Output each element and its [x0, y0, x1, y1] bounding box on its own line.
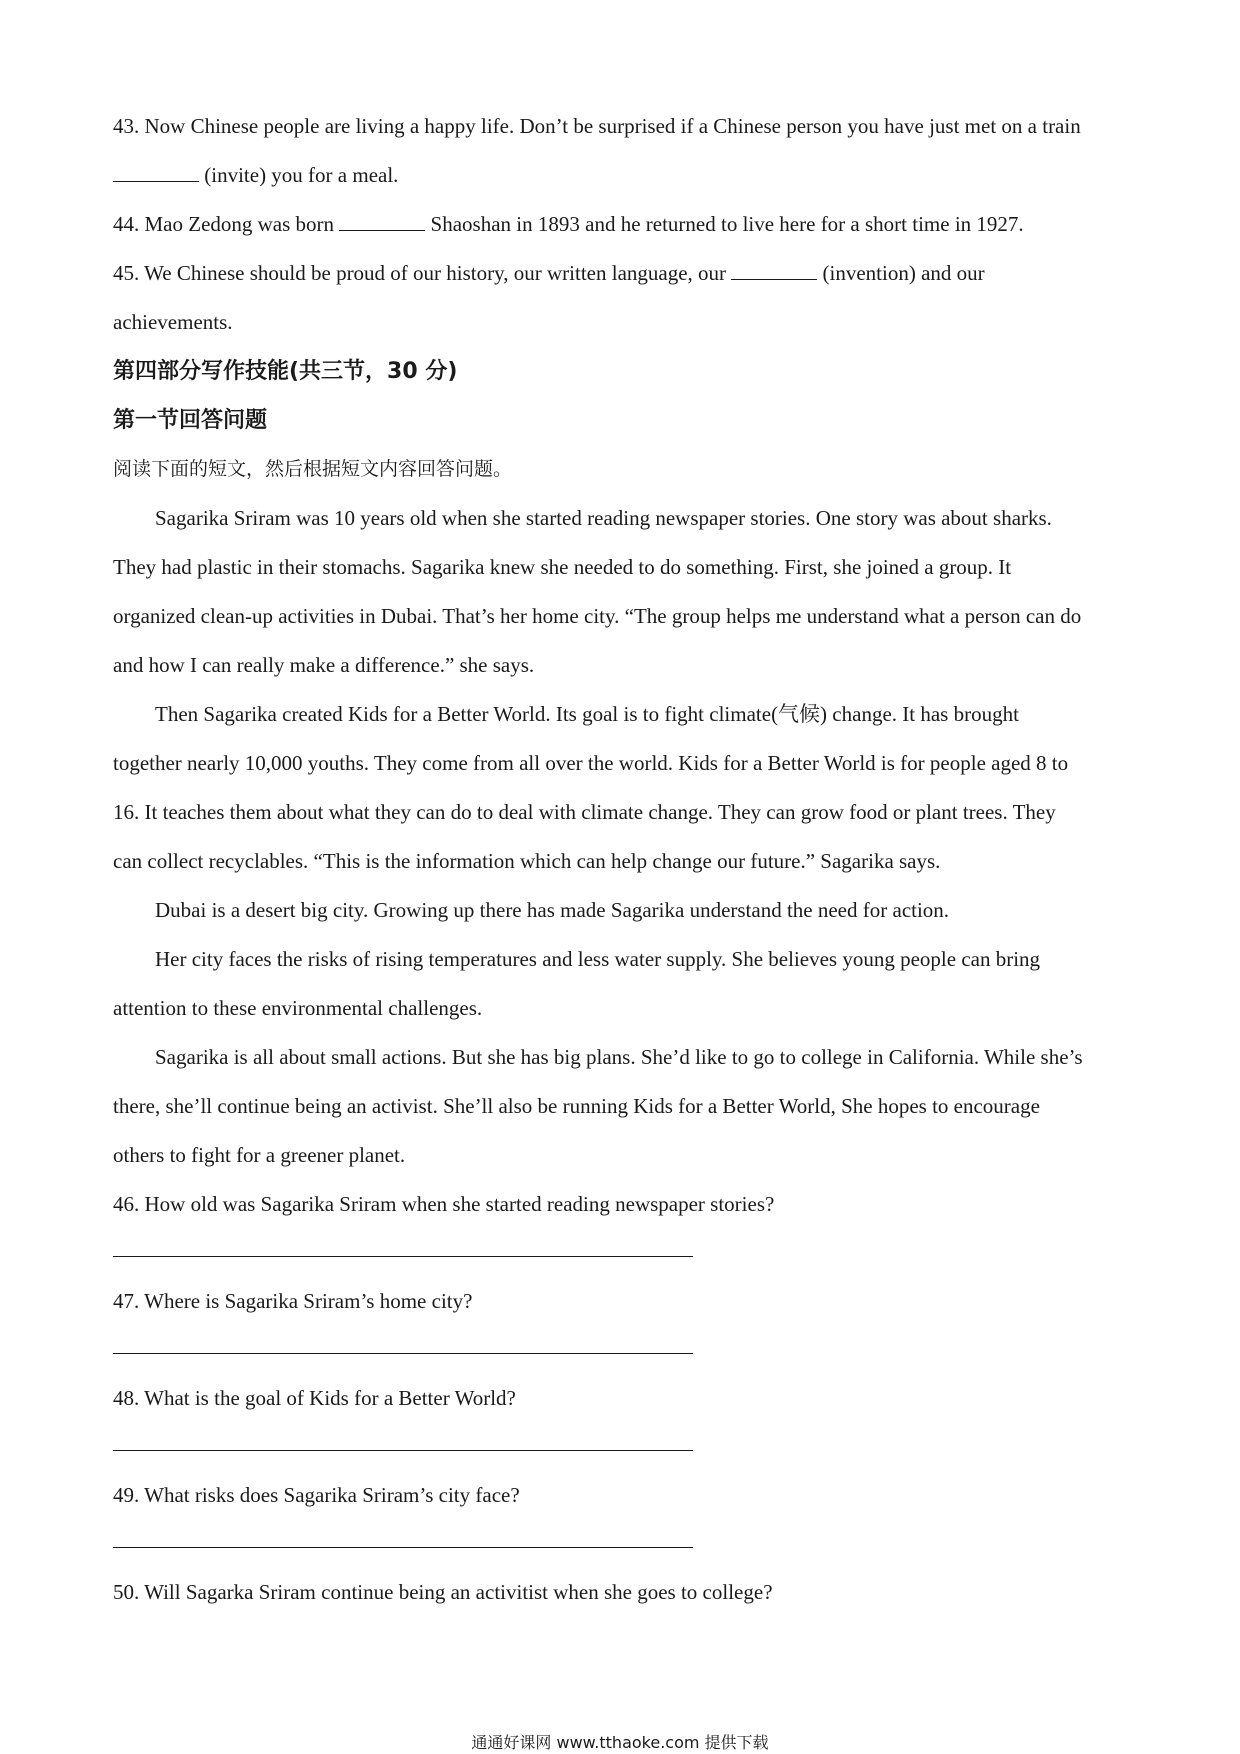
- question-text: 50. Will Sagarka Sriram continue being an activitist when she goes to college?: [113, 1580, 773, 1604]
- q45-line2: achievements.: [113, 310, 233, 334]
- passage-line: Then Sagarika created Kids for a Better World. Its goal is to fight climate(气候) change. It has brought: [155, 702, 1019, 726]
- answer-line[interactable]: [113, 1449, 693, 1451]
- passage-line: together nearly 10,000 youths. They come from all over the world. Kids for a Better World is for people aged 8 to: [113, 751, 1069, 775]
- question-item: [113, 1180, 1123, 1277]
- q45-before: 45. We Chinese should be proud of our history, our written language, our: [113, 261, 732, 285]
- q43-line1: 43. Now Chinese people are living a happy life. Don’t be surprised if a Chinese person you have just met on a train: [113, 114, 1081, 138]
- reading-passage: [113, 494, 1123, 1180]
- passage-line: 16. It teaches them about what they can do to deal with climate change. They can grow food or plant trees. They: [113, 800, 1056, 824]
- passage-line: Dubai is a desert big city. Growing up there has made Sagarika understand the need for action.: [155, 898, 950, 922]
- question-item: [113, 1374, 1123, 1471]
- passage-line: attention to these environmental challenges.: [113, 996, 483, 1020]
- passage-line: They had plastic in their stomachs. Sagarika knew she needed to do something. First, she joined a group. It: [113, 555, 1012, 579]
- q44-line: [113, 200, 1123, 249]
- questions-list: [113, 1180, 1123, 1665]
- passage-line: Sagarika Sriram was 10 years old when she started reading newspaper stories. One story was about sharks.: [155, 506, 1052, 530]
- part4-title: 第四部分写作技能(共三节，30 分): [113, 359, 458, 384]
- question-item: [113, 1277, 1123, 1374]
- question-text: 47. Where is Sagarika Sriram’s home city?: [113, 1289, 473, 1313]
- q43-blank[interactable]: [113, 163, 199, 182]
- question-item: [113, 1471, 1123, 1568]
- instruction-text: 阅读下面的短文，然后根据短文内容回答问题。: [113, 458, 513, 480]
- q45-line1: [113, 249, 1123, 298]
- section1-title: 第一节回答问题: [113, 408, 268, 433]
- q44-blank[interactable]: [339, 212, 425, 231]
- answer-line[interactable]: [113, 1255, 693, 1257]
- passage-line: others to fight for a greener planet.: [113, 1143, 406, 1167]
- question-text: 48. What is the goal of Kids for a Better World?: [113, 1386, 516, 1410]
- passage-line: Her city faces the risks of rising temperatures and less water supply. She believes young people can bring: [155, 947, 1041, 971]
- answer-line[interactable]: [113, 1546, 693, 1548]
- question-item: [113, 1568, 1123, 1665]
- question-text: 49. What risks does Sagarika Sriram’s city face?: [113, 1483, 520, 1507]
- page-footer: 通通好课网 www.tthaoke.com 提供下载: [471, 1733, 769, 1752]
- q45-blank[interactable]: [731, 261, 817, 280]
- passage-line: organized clean-up activities in Dubai. That’s her home city. “The group helps me understand what a person can do: [113, 604, 1082, 628]
- passage-line: Sagarika is all about small actions. But she has big plans. She’d like to go to college in California. While she’s: [155, 1045, 1083, 1069]
- answer-line[interactable]: [113, 1352, 693, 1354]
- q44-after: Shaoshan in 1893 and he returned to live here for a short time in 1927.: [425, 212, 1024, 236]
- q43-line2-text: (invite) you for a meal.: [199, 163, 399, 187]
- document-page: [113, 102, 1123, 1665]
- q45-after: (invention) and our: [817, 261, 985, 285]
- passage-line: and how I can really make a difference.” she says.: [113, 653, 535, 677]
- q43-line2: [113, 151, 1123, 200]
- q44-before: 44. Mao Zedong was born: [113, 212, 340, 236]
- question-text: 46. How old was Sagarika Sriram when she started reading newspaper stories?: [113, 1192, 775, 1216]
- passage-line: there, she’ll continue being an activist. She’ll also be running Kids for a Better World, She hopes to encourage: [113, 1094, 1040, 1118]
- passage-line: can collect recyclables. “This is the information which can help change our future.” Sagarika says.: [113, 849, 941, 873]
